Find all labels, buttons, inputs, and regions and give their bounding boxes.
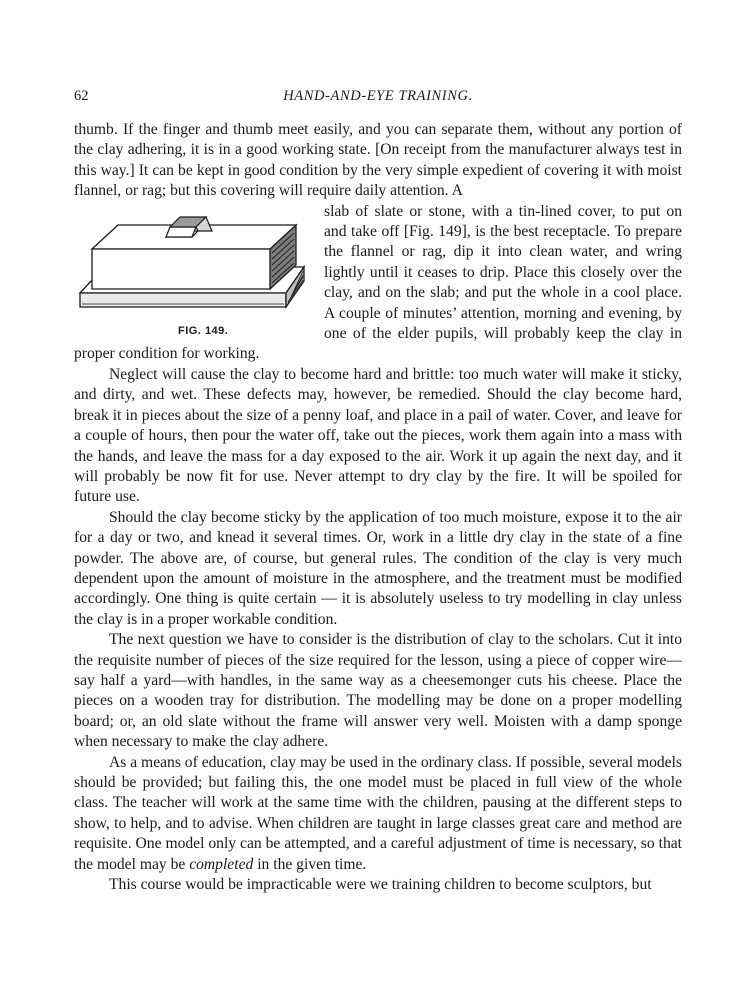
paragraph-5 xyxy=(74,753,682,875)
figure-149 xyxy=(74,203,324,341)
paragraph-5-end: in the given time. xyxy=(257,855,367,873)
paragraph-1-opening: thumb. If the finger and thumb meet easily, and you can separate them, without any portion of the clay adhering, it is in a good working state. [On receipt from the manufacturer always test in this way.] It can be kept in good condition by the very simple expedient of covering it with moist flannel, or rag; but this covering will require daily attention. A xyxy=(74,121,682,200)
page-number: 62 xyxy=(74,88,89,104)
figure-caption: FIG. 149. xyxy=(178,324,229,337)
paragraph-6: This course would be impracticable were we training children to become sculptors, but xyxy=(109,876,652,894)
paragraph-4: The next question we have to consider is the distribution of clay to the scholars. Cut it into the requisite number of pieces of the size required for the lesson, using a piece of copper wire—say half a yard—with handles, in the same way as a cheesemonger cuts his cheese. Place the pieces on a wooden tray for distribution. The modelling may be done on a proper modelling board; or, an old slate without the frame will answer very well. Moisten with a damp sponge when necessary to make the clay adhere. xyxy=(74,631,682,751)
emphasis-completed: completed xyxy=(189,855,254,873)
paragraph-3: Should the clay become sticky by the application of too much moisture, expose it to the air for a day or two, and knead it several times. Or, work in a little dry clay in the state of a fine powder. The above are, of course, but general rules. The condition of the clay is very much dependent upon the amount of moisture in the atmosphere, and the treatment must be modified accordingly. One thing is quite certain — it is absolutely useless to try modelling in clay unless the clay is in a proper workable condition. xyxy=(74,508,682,628)
running-title: HAND-AND-EYE TRAINING. xyxy=(283,88,473,104)
page-header xyxy=(74,88,682,108)
paragraph-5-text: As a means of education, clay may be used in the ordinary class. If possible, several models should be provided; but failing this, the one model must be placed in full view of the whole class. The teacher will work at the same time with the children, pausing at the different steps to show, to help, and to advise. When children are taught in large classes great care and method are requisite. One model only can be attempted, and a careful adjustment of time is necessary, so that the model may be xyxy=(74,753,682,873)
body-text xyxy=(74,120,682,895)
paragraph-2: Neglect will cause the clay to become hard and brittle: too much water will make it sticky, and dirty, and wet. These defects may, however, be remedied. Should the clay become hard, break it in pieces about the size of a penny loaf, and place in a pail of water. Cover, and leave for a couple of hours, then pour the water off, take out the pieces, work them again into a mass with the hands, and leave the mass for a day exposed to the air. Work it up again the next day, and it will probably be now fit for use. Never attempt to dry clay by the fire. It will be spoiled for future use. xyxy=(74,365,682,506)
paragraph-1-continuation: slab of slate or stone, with a tin-lined cover, to put on and take off [Fig. 149], is the best receptacle. To prepare the flannel or rag, dip it into clean water, and wring lightly until it ceases to drip. Place this closely over the clay, and on the slab; and put the whole in a cool place. A couple of minutes’ attention, morning and evening, by one of the elder pupils, will probably keep the clay in proper condition for working. xyxy=(74,202,682,363)
